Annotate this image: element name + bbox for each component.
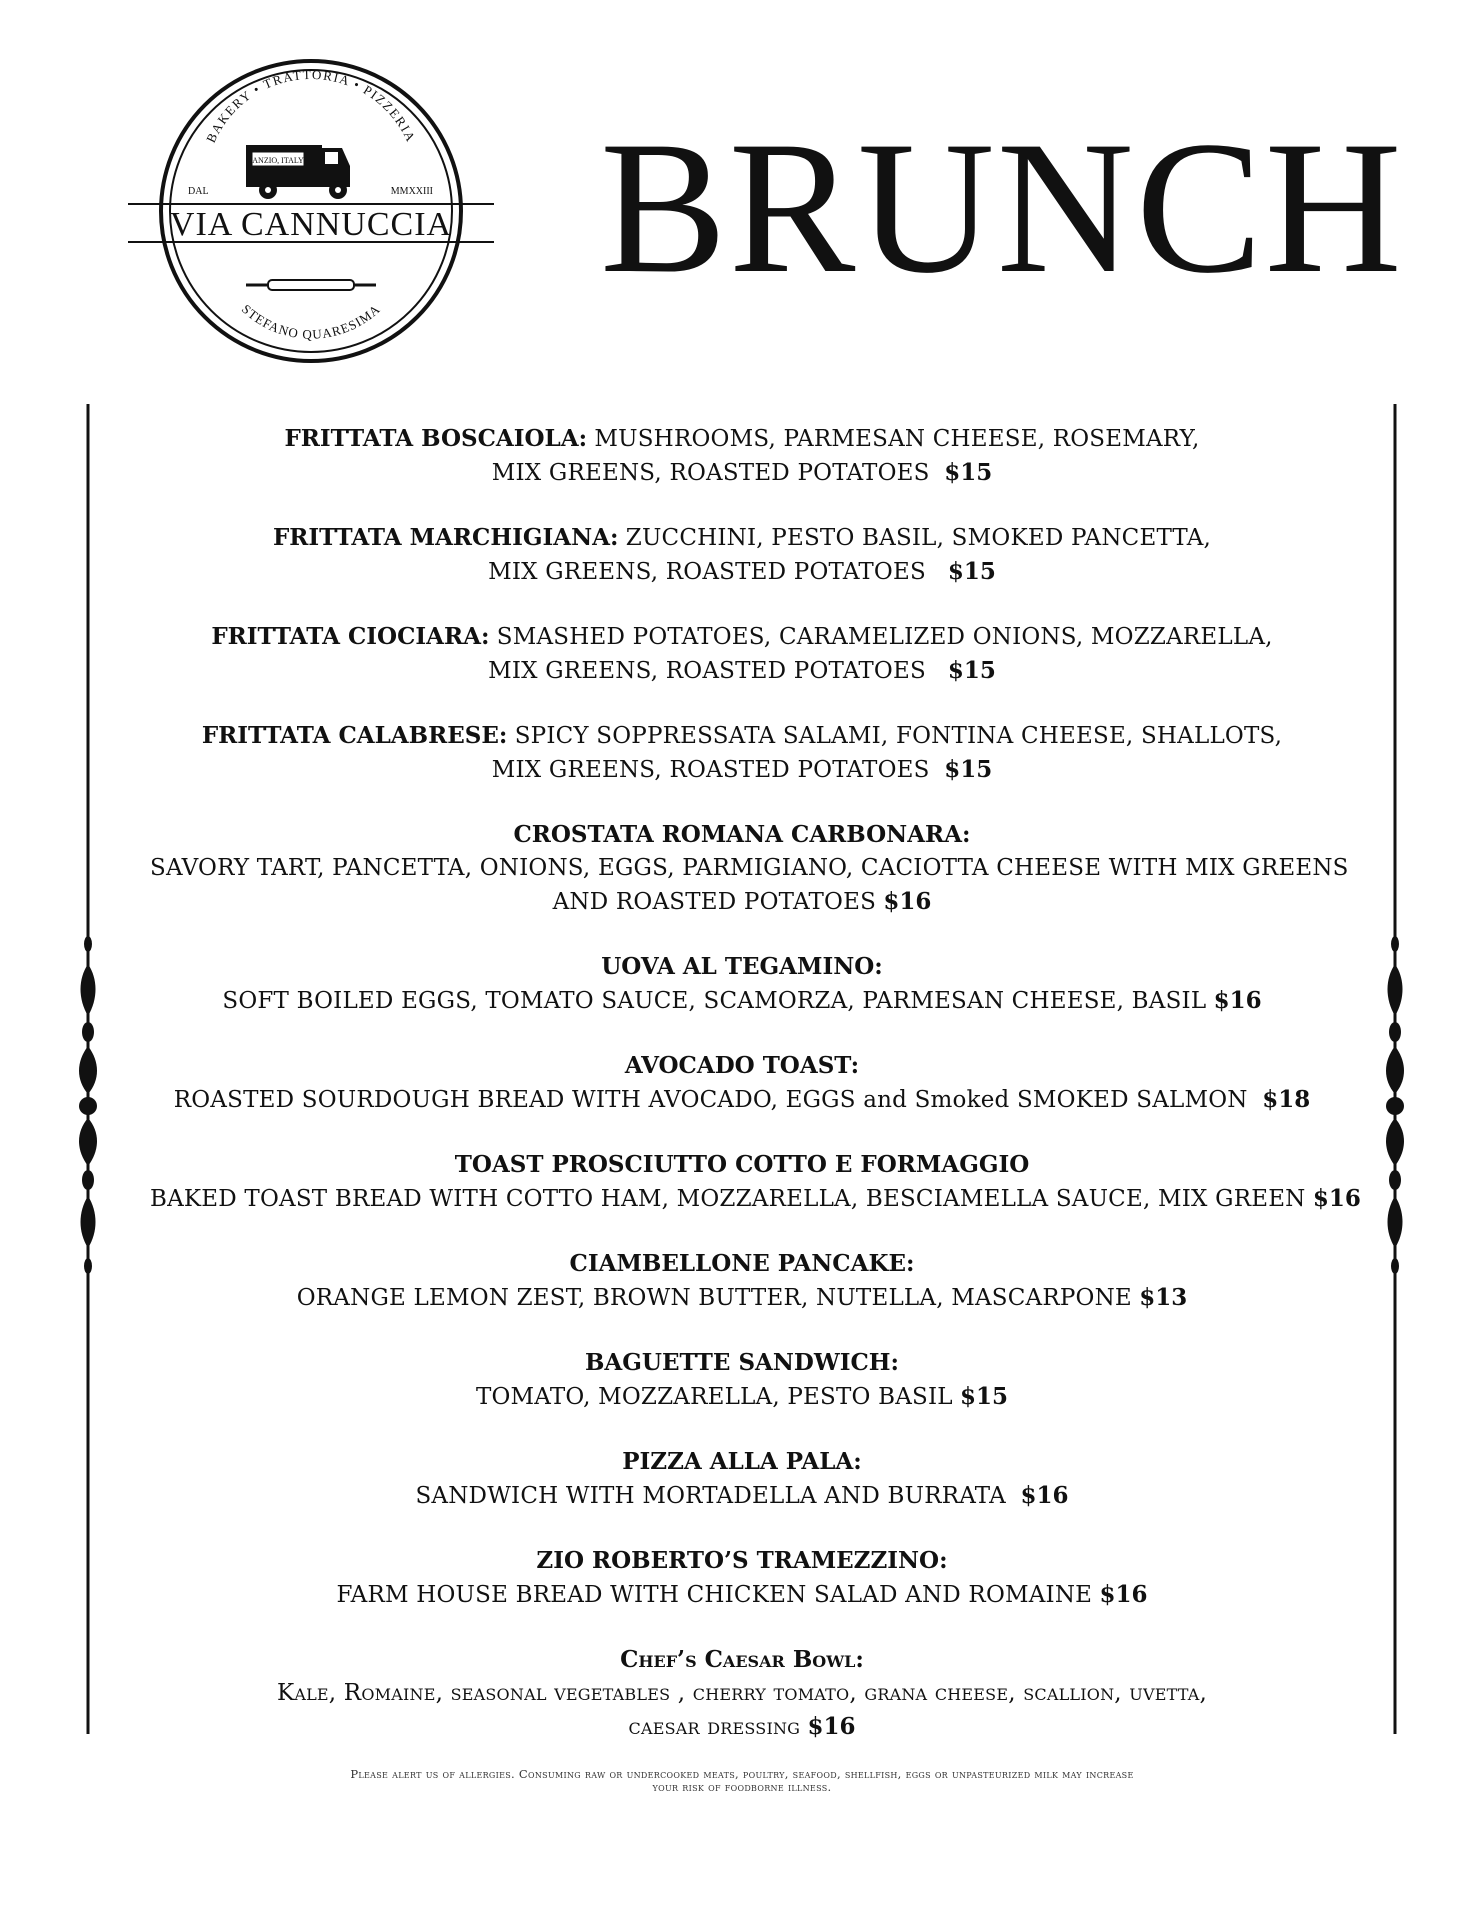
item-price: $16 bbox=[1312, 1185, 1361, 1212]
item-desc: SAVORY TART, PANCETTA, ONIONS, EGGS, PARMIGIANO, CACIOTTA CHEESE WITH MIX GREENS bbox=[150, 855, 1349, 881]
item-name: PIZZA ALLA PALA: bbox=[622, 1448, 862, 1475]
item-desc: AND ROASTED POTATOES bbox=[552, 889, 877, 915]
item-name: CIAMBELLONE PANCAKE: bbox=[569, 1250, 915, 1277]
menu-item bbox=[150, 1445, 1334, 1513]
item-price: $16 bbox=[1020, 1482, 1069, 1509]
item-desc: SANDWICH WITH MORTADELLA AND BURRATA bbox=[415, 1483, 1006, 1509]
item-desc: Kale, Romaine, seasonal vegetables , cherry tomato, grana cheese, scallion, uvetta, bbox=[276, 1680, 1208, 1706]
logo-arc-text: BAKERY • TRATTORIA • PIZZERIA bbox=[203, 66, 419, 145]
menu-item bbox=[150, 422, 1334, 490]
logo-dal: DAL bbox=[188, 186, 209, 197]
item-desc: MUSHROOMS, PARMESAN CHEESE, ROSEMARY, bbox=[594, 426, 1200, 452]
item-desc: ZUCCHINI, PESTO BASIL, SMOKED PANCETTA, bbox=[625, 525, 1212, 551]
menu-list bbox=[150, 422, 1361, 1775]
menu-item bbox=[150, 1148, 1361, 1216]
menu-item bbox=[150, 719, 1334, 787]
item-desc: FARM HOUSE BREAD WITH CHICKEN SALAD AND ROMAINE bbox=[336, 1582, 1093, 1608]
item-desc: SOFT BOILED EGGS, TOMATO SAUCE, SCAMORZA, PARMESAN CHEESE, BASIL bbox=[222, 988, 1207, 1014]
item-desc: SMASHED POTATOES, CARAMELIZED ONIONS, MOZZARELLA, bbox=[496, 624, 1273, 650]
item-desc: TOMATO, MOZZARELLA, PESTO BASIL bbox=[475, 1384, 953, 1410]
item-desc: BAKED TOAST BREAD WITH COTTO HAM, MOZZARELLA, BESCIAMELLA SAUCE, MIX GREEN bbox=[150, 1186, 1306, 1212]
menu-item bbox=[150, 1247, 1334, 1315]
menu-item bbox=[150, 950, 1334, 1018]
item-price: $13 bbox=[1139, 1284, 1188, 1311]
item-name: FRITTATA BOSCAIOLA: bbox=[284, 425, 588, 452]
item-name: FRITTATA CIOCIARA: bbox=[211, 623, 490, 650]
item-name: AVOCADO TOAST: bbox=[624, 1052, 860, 1079]
allergy-notice bbox=[170, 1768, 1314, 1794]
menu-item bbox=[150, 1346, 1334, 1414]
item-name: ZIO ROBERTO’S TRAMEZZINO: bbox=[536, 1547, 948, 1574]
item-desc: SPICY SOPPRESSATA SALAMI, FONTINA CHEESE, SHALLOTS, bbox=[514, 723, 1283, 749]
item-desc: MIX GREENS, ROASTED POTATOES bbox=[488, 658, 926, 684]
item-desc: MIX GREENS, ROASTED POTATOES bbox=[491, 460, 930, 486]
item-desc: MIX GREENS, ROASTED POTATOES bbox=[491, 757, 930, 783]
item-desc: caesar dressing bbox=[628, 1714, 801, 1740]
item-price: $15 bbox=[947, 657, 996, 684]
logo-chef: STEFANO QUARESIMA bbox=[238, 301, 384, 342]
item-name: UOVA AL TEGAMINO: bbox=[601, 953, 883, 980]
allergy-notice-line: Please alert us of allergies. Consuming raw or undercooked meats, poultry, seafood, shellfish, eggs or unpasteurized milk may increase bbox=[350, 1767, 1134, 1781]
allergy-notice-line: your risk of foodborne illness. bbox=[652, 1780, 832, 1794]
item-price: $16 bbox=[1099, 1581, 1148, 1608]
item-price: $15 bbox=[944, 459, 993, 486]
item-name: FRITTATA CALABRESE: bbox=[201, 722, 508, 749]
item-price: $15 bbox=[944, 756, 993, 783]
svg-text:STEFANO QUARESIMA bbox=[239, 301, 383, 342]
item-name: TOAST PROSCIUTTO COTTO E FORMAGGIO bbox=[454, 1151, 1030, 1178]
item-desc: MIX GREENS, ROASTED POTATOES bbox=[488, 559, 926, 585]
via-cannuccia-logo bbox=[128, 56, 494, 366]
menu-item bbox=[150, 1049, 1334, 1117]
menu-item bbox=[150, 1544, 1334, 1612]
menu-item bbox=[150, 1643, 1334, 1744]
item-price: $16 bbox=[1213, 987, 1262, 1014]
rolling-pin-icon bbox=[246, 280, 376, 290]
item-desc: ORANGE LEMON ZEST, BROWN BUTTER, NUTELLA, MASCARPONE bbox=[296, 1285, 1132, 1311]
item-name: BAGUETTE SANDWICH: bbox=[584, 1349, 899, 1376]
left-ornament-rail bbox=[76, 404, 100, 1734]
truck-sign: ANZIO, ITALY bbox=[252, 156, 304, 165]
logo-year: MMXXIII bbox=[390, 186, 433, 197]
logo-name: VIA CANNUCCIA bbox=[169, 206, 453, 243]
item-price: $15 bbox=[947, 558, 996, 585]
page-title: BRUNCH bbox=[600, 103, 1404, 313]
item-name: FRITTATA MARCHIGIANA: bbox=[272, 524, 619, 551]
item-name: CROSTATA ROMANA CARBONARA: bbox=[513, 821, 971, 848]
item-price: $15 bbox=[960, 1383, 1009, 1410]
right-ornament-rail bbox=[1383, 404, 1407, 1734]
item-price: $16 bbox=[807, 1713, 856, 1740]
item-desc: ROASTED SOURDOUGH BREAD WITH AVOCADO, EGGS and Smoked SMOKED SALMON bbox=[173, 1087, 1248, 1113]
item-name: Chef’s Caesar Bowl: bbox=[620, 1646, 864, 1673]
menu-item bbox=[150, 620, 1334, 688]
menu-item bbox=[150, 818, 1349, 919]
item-price: $16 bbox=[883, 888, 932, 915]
item-price: $18 bbox=[1262, 1086, 1311, 1113]
truck-icon bbox=[246, 145, 350, 199]
svg-text:BAKERY • TRATTORIA • PIZZERIA bbox=[203, 67, 419, 145]
menu-item bbox=[150, 521, 1334, 589]
